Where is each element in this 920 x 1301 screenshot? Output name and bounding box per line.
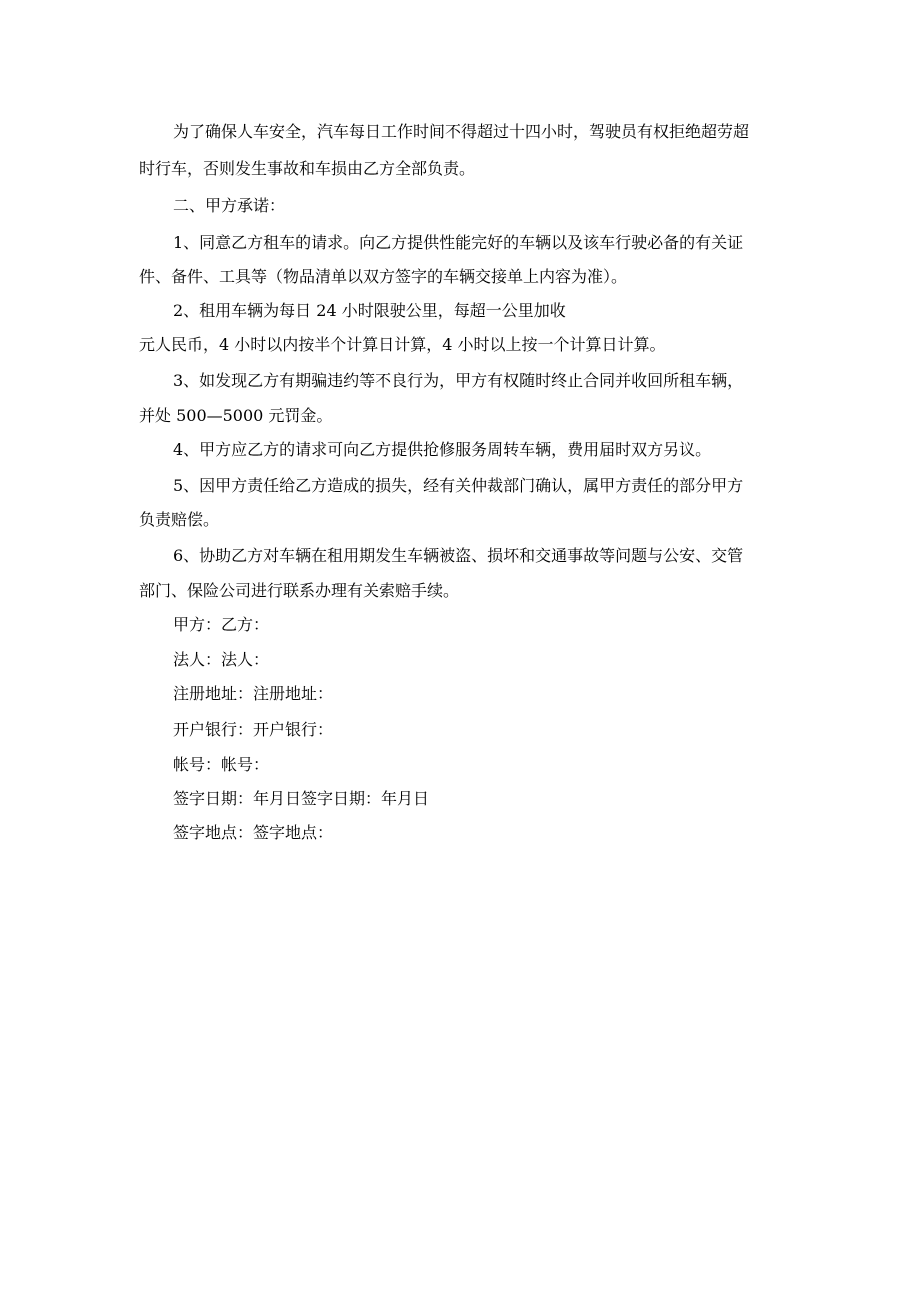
signature-legal-rep: 法人：法人： [173, 650, 270, 669]
signature-place: 签字地点：签字地点： [173, 823, 334, 842]
clause-6-line-1: 6、协助乙方对车辆在租用期发生车辆被盗、损坏和交通事故等问题与公安、交管 [173, 546, 744, 565]
clause-2-line-1: 2、租用车辆为每日 24 小时限驶公里，每超一公里加收 [173, 301, 566, 320]
clause-6-line-2: 部门、保险公司进行联系办理有关索赔手续。 [139, 581, 460, 600]
signature-date: 签字日期：年月日签字日期：年月日 [173, 789, 430, 808]
clause-1-line-2: 件、备件、工具等（物品清单以双方签字的车辆交接单上内容为准）。 [139, 267, 628, 286]
clause-3-line-2: 并处 500—5000 元罚金。 [139, 406, 333, 425]
clause-5-line-2: 负责赔偿。 [139, 510, 220, 529]
signature-address: 注册地址：注册地址： [173, 684, 334, 703]
intro-line-1: 为了确保人车安全，汽车每日工作时间不得超过十四小时，驾驶员有权拒绝超劳超 [173, 122, 750, 141]
signature-parties: 甲方：乙方： [173, 615, 270, 634]
clause-5-line-1: 5、因甲方责任给乙方造成的损失，经有关仲裁部门确认，属甲方责任的部分甲方 [173, 476, 744, 495]
intro-line-2: 时行车，否则发生事故和车损由乙方全部负责。 [139, 159, 476, 178]
section-heading: 二、甲方承诺： [173, 196, 286, 215]
clause-1-line-1: 1、同意乙方租车的请求。向乙方提供性能完好的车辆以及该车行驶必备的有关证 [173, 233, 744, 252]
clause-3-line-1: 3、如发现乙方有期骗违约等不良行为，甲方有权随时终止合同并收回所租车辆， [173, 371, 744, 390]
clause-4-line-1: 4、甲方应乙方的请求可向乙方提供抢修服务周转车辆，费用届时双方另议。 [173, 440, 712, 459]
signature-account: 帐号：帐号： [173, 755, 270, 774]
signature-bank: 开户银行：开户银行： [173, 720, 334, 739]
clause-2-line-2: 元人民币，4 小时以内按半个计算日计算，4 小时以上按一个计算日计算。 [139, 335, 666, 354]
